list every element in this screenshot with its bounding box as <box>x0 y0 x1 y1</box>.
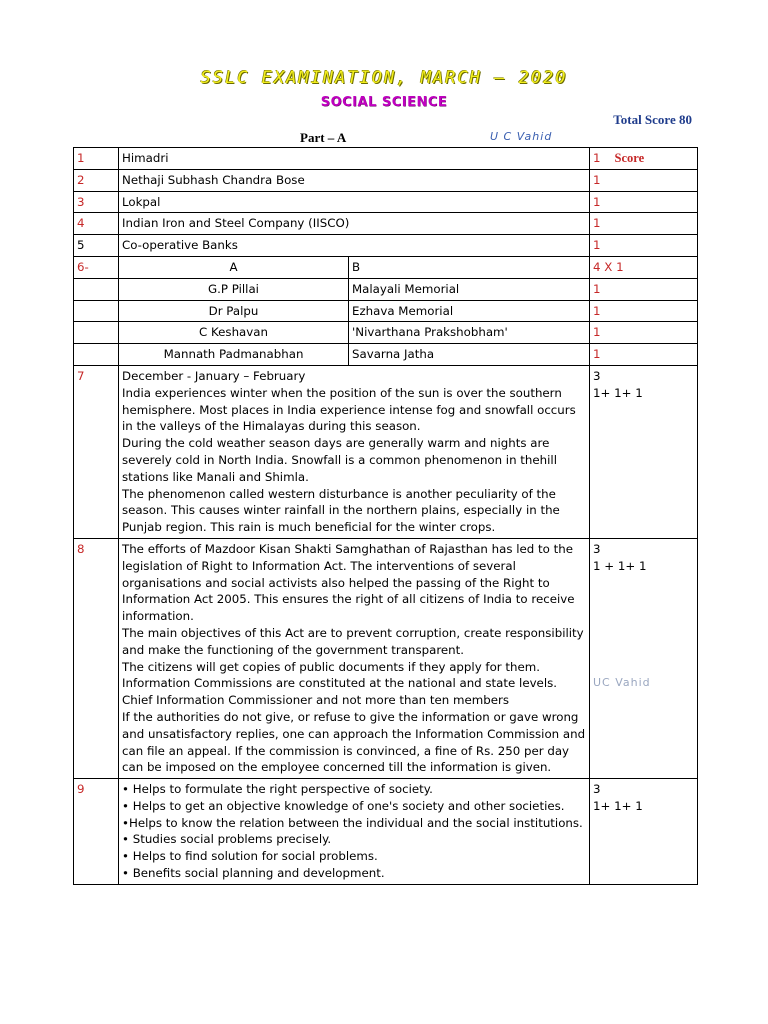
table-row <box>74 235 698 257</box>
answer-line: • Helps to formulate the right perspective of society. <box>122 782 433 797</box>
match-header-row <box>74 256 698 278</box>
answer-line: If the authorities do not give, or refuse to give the information or gave wrong and unsatisfactory replies, one can approach the Information Commission and can file an appeal. If the commission is convinced, a fine of Rs. 250 per day can be imposed on the employee concerned till the information is given. <box>122 709 586 775</box>
match-row <box>74 278 698 300</box>
question-number: 5 <box>74 235 119 257</box>
score-cell: 1 <box>590 344 698 366</box>
answer-cell: Indian Iron and Steel Company (IISCO) <box>119 213 590 235</box>
score-cell: 1 <box>590 300 698 322</box>
score-cell <box>590 365 698 538</box>
score-value: 3 <box>593 782 601 797</box>
answer-line: •Helps to know the relation between the individual and the social institutions. <box>122 815 583 830</box>
long-answer-row <box>74 365 698 538</box>
match-row <box>74 344 698 366</box>
match-row <box>74 322 698 344</box>
score-cell: 1 <box>590 213 698 235</box>
answer-cell <box>119 779 590 885</box>
match-b: Malayali Memorial <box>349 278 590 300</box>
match-b: 'Nivarthana Prakshobham' <box>349 322 590 344</box>
question-number: 2 <box>74 169 119 191</box>
answer-cell <box>119 365 590 538</box>
table-row <box>74 169 698 191</box>
score-heading: Score <box>614 151 645 165</box>
question-number: 7 <box>74 365 119 538</box>
table-row <box>74 213 698 235</box>
total-score: Total Score 80 <box>613 112 692 127</box>
subject-title: SOCIAL SCIENCE <box>320 95 448 110</box>
answer-line: The phenomenon called western disturbance is another peculiarity of the season. This causes winter rainfall in the northern plains, especially in the Punjab region. This rain is much beneficial for the winter crops. <box>122 486 560 535</box>
answer-cell: Himadri <box>119 148 590 170</box>
score-cell: 1 <box>590 169 698 191</box>
match-row <box>74 300 698 322</box>
answer-line: India experiences winter when the position of the sun is over the southern hemisphere. Most places in India experience intense fog and snowfall occurs in the valleys of the Himalayas during this season. <box>122 385 576 434</box>
score-value: 3 <box>593 541 601 556</box>
score-cell: 4 X 1 <box>590 256 698 278</box>
score-value: 3 <box>593 368 601 383</box>
score-breakdown: 1 + 1+ 1 <box>593 558 647 573</box>
answer-line: Information Commissions are constituted at the national and state levels. <box>122 676 557 691</box>
answer-line: • Benefits social planning and development. <box>122 866 385 881</box>
question-number: 8 <box>74 538 119 778</box>
score-cell: 1 <box>590 235 698 257</box>
question-number: 6- <box>74 256 119 278</box>
long-answer-row <box>74 779 698 885</box>
match-a: Dr Palpu <box>119 300 349 322</box>
answer-cell: Nethaji Subhash Chandra Bose <box>119 169 590 191</box>
answer-line: The citizens will get copies of public documents if they apply for them. <box>122 659 540 674</box>
column-b-header: B <box>349 256 590 278</box>
score-value: 1 <box>593 151 601 165</box>
question-number: 1 <box>74 148 119 170</box>
exam-title: SSLC EXAMINATION, MARCH – 2020 <box>200 68 568 88</box>
answer-line: Chief Information Commissioner and not more than ten members <box>122 693 509 708</box>
answer-line: The main objectives of this Act are to prevent corruption, create responsibility and make the functioning of the government transparent. <box>122 625 584 657</box>
answer-line: • Helps to get an objective knowledge of one's society and other societies. <box>122 798 565 813</box>
match-a: Mannath Padmanabhan <box>119 344 349 366</box>
table-row <box>74 191 698 213</box>
answer-cell: Lokpal <box>119 191 590 213</box>
answer-line: During the cold weather season days are generally warm and nights are severely cold in North India. Snowfall is a common phenomenon in thehill stations like Manali and Shimla. <box>122 436 557 484</box>
question-number: 4 <box>74 213 119 235</box>
score-cell: 1 <box>590 278 698 300</box>
part-heading: Part – A <box>300 130 347 145</box>
long-answer-row <box>74 538 698 778</box>
match-b: Savarna Jatha <box>349 344 590 366</box>
answer-line: • Helps to find solution for social problems. <box>122 849 378 864</box>
answer-key-table <box>73 147 698 885</box>
question-number: 3 <box>74 191 119 213</box>
score-cell <box>590 148 698 170</box>
answer-line: The efforts of Mazdoor Kisan Shakti Samghathan of Rajasthan has led to the legislation of Right to Information Act. The interventions of several organisations and social activists also helped the passing of the Right to Information Act 2005. This ensures the right of all citizens of India to receive information. <box>122 541 575 624</box>
answer-line: December - January – February <box>122 368 306 383</box>
question-number: 9 <box>74 779 119 885</box>
match-a: C Keshavan <box>119 322 349 344</box>
answer-cell <box>119 538 590 778</box>
column-a-header: A <box>119 256 349 278</box>
score-cell <box>590 779 698 885</box>
score-cell: 1 <box>590 322 698 344</box>
answer-line: • Studies social problems precisely. <box>122 832 332 847</box>
author-watermark: UC Vahid <box>593 675 651 689</box>
score-breakdown: 1+ 1+ 1 <box>593 385 643 400</box>
score-breakdown: 1+ 1+ 1 <box>593 798 643 813</box>
match-a: G.P Pillai <box>119 278 349 300</box>
score-cell: 1 <box>590 191 698 213</box>
author-name: U C Vahid <box>490 130 553 143</box>
answer-cell: Co-operative Banks <box>119 235 590 257</box>
table-row <box>74 148 698 170</box>
score-cell <box>590 538 698 778</box>
match-b: Ezhava Memorial <box>349 300 590 322</box>
